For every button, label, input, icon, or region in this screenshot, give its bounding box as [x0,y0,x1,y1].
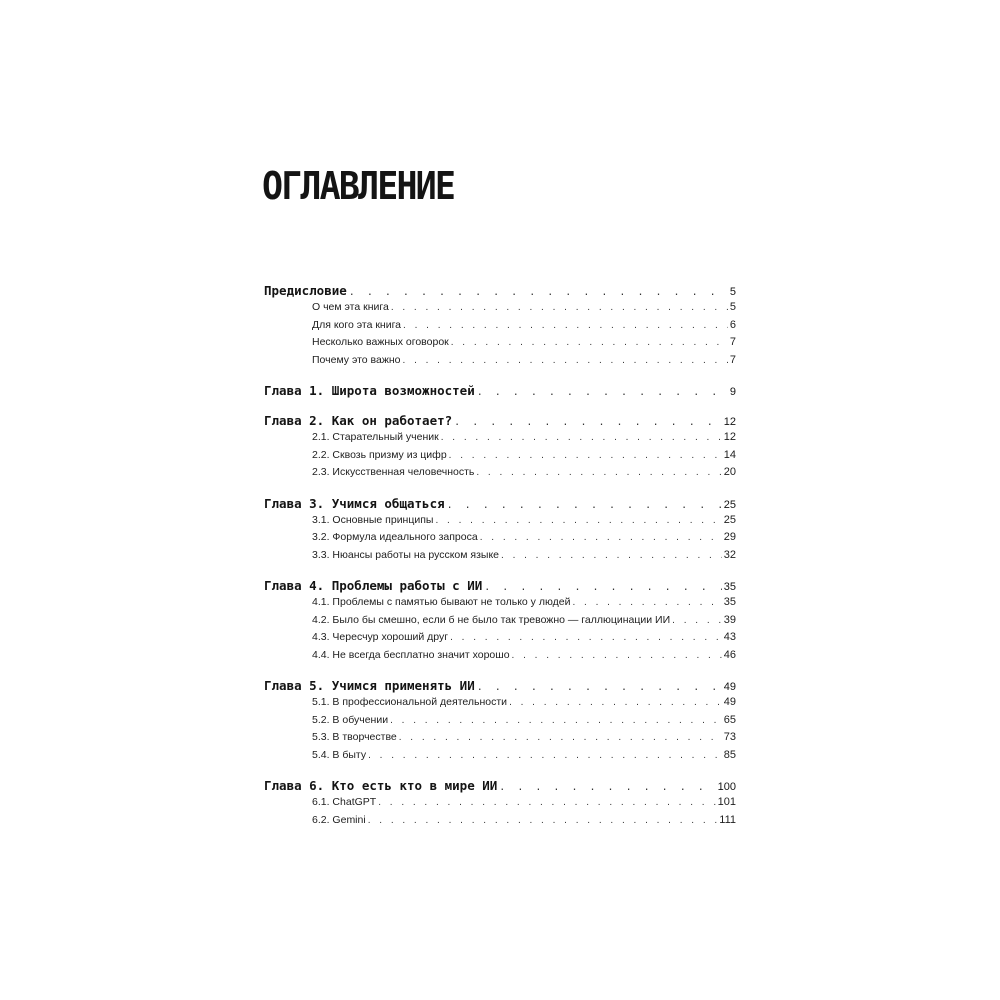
subsection-entry-title: Несколько важных оговорок [312,336,449,348]
dot-leader [454,414,722,429]
chapter-entry [264,282,736,299]
subsection-entry-page-number: 7 [729,336,736,348]
subsection-entry-page-number: 20 [723,466,736,478]
dot-leader [451,334,728,352]
subsection-entry-page-number: 14 [723,448,736,461]
chapter-entry-title: Глава 4. Проблемы работы с ИИ [264,578,483,593]
chapter-entry-page-number: 5 [729,286,736,298]
subsection-entry-page-number: 25 [723,513,736,526]
subsection-entry-title: 6.2. Gemini [312,813,366,826]
dot-leader [441,429,722,447]
subsection-entry [264,334,736,352]
subsection-entry-title: Почему это важно [312,353,401,366]
toc-section [264,282,736,369]
subsection-entry-title: 3.2. Формула идеального запроса [312,531,478,543]
subsection-entry [264,612,736,630]
toc-section [264,382,736,399]
dot-leader [449,447,722,465]
dot-leader [499,779,715,794]
subsection-entry [264,712,736,730]
dot-leader [435,512,721,530]
dot-leader [512,647,722,665]
dot-leader [399,729,722,747]
subsection-entry-title: 3.3. Нюансы работы на русском языке [312,548,500,561]
subsection-entry [264,352,736,370]
subsection-entry-page-number: 12 [723,431,736,443]
subsection-entry-title: 5.4. В быту [312,748,367,761]
subsection-entry [264,317,736,335]
subsection-entry-title: 2.1. Старательный ученик [312,431,439,443]
subsection-entry-title: 2.3. Искусственная человечность [312,466,475,478]
chapter-entry-title: Глава 6. Кто есть кто в мире ИИ [264,778,498,793]
dot-leader [390,712,722,730]
subsection-entry-title: 5.3. В творчестве [312,731,397,743]
subsection-entry-page-number: 29 [723,531,736,543]
toc-section [264,777,736,829]
chapter-entry [264,495,736,512]
dot-leader [476,464,721,482]
dot-leader [450,629,722,647]
dot-leader [368,812,718,830]
subsection-entry [264,594,736,612]
chapter-entry-title: Глава 1. Широта возможностей [264,383,475,398]
subsection-entry [264,299,736,317]
subsection-entry-title: Для кого эта книга [312,318,402,331]
subsection-entry-page-number: 49 [723,696,736,708]
dot-leader [378,794,715,812]
subsection-entry [264,547,736,565]
subsection-entry [264,512,736,530]
subsection-entry [264,529,736,547]
chapter-entry-page-number: 35 [723,581,736,593]
subsection-entry-page-number: 46 [723,648,736,661]
subsection-entry-page-number: 101 [717,796,736,808]
dot-leader [484,579,722,594]
chapter-entry-page-number: 49 [723,681,736,693]
toc-section [264,577,736,664]
subsection-entry-title: 3.1. Основные принципы [312,513,434,526]
subsection-entry [264,747,736,765]
dot-leader [477,384,728,399]
subsection-entry [264,629,736,647]
dot-leader [509,694,722,712]
subsection-entry-page-number: 85 [723,748,736,761]
subsection-entry-title: 4.1. Проблемы с памятью бывают не только у людей [312,596,571,608]
chapter-entry-page-number: 100 [717,781,736,793]
subsection-entry-title: 4.4. Не всегда бесплатно значит хорошо [312,648,510,661]
subsection-entry-title: 4.3. Чересчур хороший друг [312,631,449,643]
chapter-entry-page-number: 9 [729,386,736,398]
toc-section [264,412,736,482]
chapter-entry-page-number: 12 [723,416,736,428]
chapter-entry [264,382,736,399]
subsection-entry-page-number: 43 [723,631,736,643]
subsection-entry-title: О чем эта книга [312,301,389,313]
subsection-entry [264,429,736,447]
subsection-entry-title: 5.1. В профессиональной деятельности [312,696,508,708]
dot-leader [477,679,722,694]
subsection-entry-title: 5.2. В обучении [312,713,389,726]
chapter-entry-page-number: 25 [723,498,736,511]
chapter-entry [264,777,736,794]
dot-leader [572,594,721,612]
subsection-entry-page-number: 6 [729,318,736,331]
chapter-entry [264,577,736,594]
dot-leader [403,352,728,370]
subsection-entry-page-number: 35 [723,596,736,608]
chapter-entry-title: Глава 2. Как он работает? [264,413,453,428]
subsection-entry [264,729,736,747]
subsection-entry [264,812,736,830]
table-of-contents [264,282,736,842]
dot-leader [501,547,722,565]
dot-leader [368,747,722,765]
subsection-entry-page-number: 5 [729,301,736,313]
subsection-entry [264,647,736,665]
chapter-entry [264,412,736,429]
chapter-entry-title: Глава 3. Учимся общаться [264,495,445,511]
subsection-entry-page-number: 7 [729,353,736,366]
subsection-entry-page-number: 73 [723,731,736,743]
toc-section [264,495,736,565]
subsection-entry [264,694,736,712]
subsection-entry-page-number: 32 [723,548,736,561]
subsection-entry-page-number: 111 [719,813,736,826]
page-title: ОГЛАВЛЕНИЕ [262,164,455,208]
subsection-entry [264,794,736,812]
subsection-entry-page-number: 39 [723,613,736,626]
dot-leader [403,317,728,335]
subsection-entry [264,464,736,482]
toc-section [264,677,736,764]
subsection-entry-title: 2.2. Сквозь призму из цифр [312,448,447,461]
subsection-entry [264,447,736,465]
dot-leader [447,497,722,512]
subsection-entry-title: 6.1. ChatGPT [312,796,377,808]
subsection-entry-title: 4.2. Было бы смешно, если б не было так тревожно — галлюцинации ИИ [312,613,671,626]
chapter-entry-title: Предисловие [264,283,347,298]
dot-leader [349,284,728,299]
chapter-entry [264,677,736,694]
chapter-entry-title: Глава 5. Учимся применять ИИ [264,678,475,693]
dot-leader [672,612,722,630]
subsection-entry-page-number: 65 [723,713,736,726]
dot-leader [480,529,722,547]
dot-leader [391,299,728,317]
